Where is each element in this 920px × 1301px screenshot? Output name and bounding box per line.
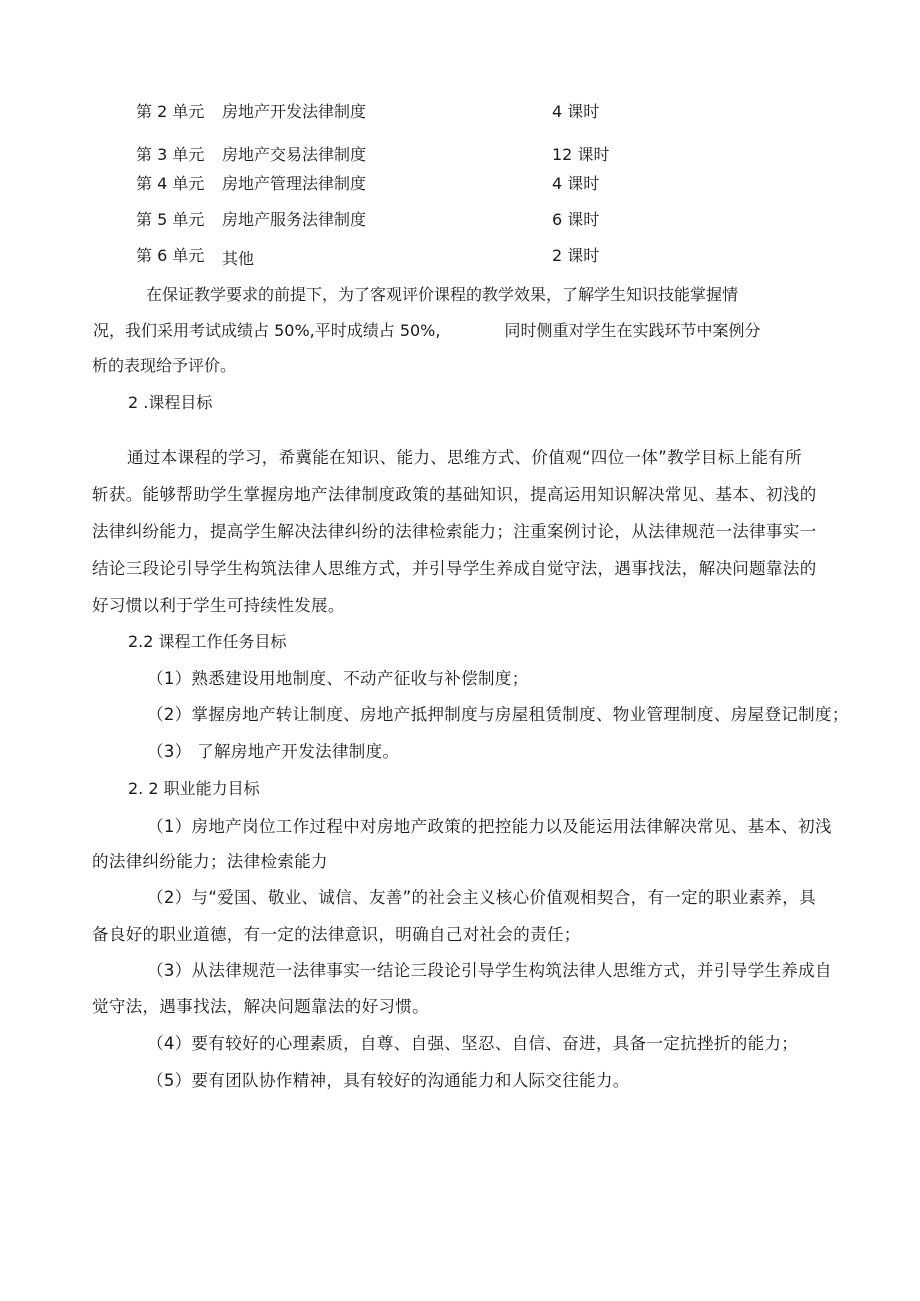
task-goal-item: （2）掌握房地产转让制度、房地产抵押制度与房屋租赁制度、物业管理制度、房屋登记制度； (147, 705, 849, 724)
ability-goal-item-cont: 备良好的职业道德，有一定的法律意识，明确自己对社会的责任； (92, 925, 581, 944)
goals-para-line: 好习惯以利于学生可持续性发展。 (92, 596, 345, 615)
unit-hours: 4 课时 (552, 174, 600, 193)
unit-hours: 4 课时 (552, 102, 600, 121)
ability-goal-item: （4）要有较好的心理素质，自尊、自强、坚忍、自信、奋进，具备一定抗挫折的能力； (147, 1034, 799, 1053)
unit-row (0, 171, 920, 197)
unit-hours: 12 课时 (552, 145, 610, 164)
ability-goal-item-cont: 的法律纠纷能力；法律检索能力 (92, 852, 328, 871)
assessment-line-1: 在保证教学要求的前提下，为了客观评价课程的教学效果，了解学生知识技能掌握情 (146, 285, 739, 304)
assessment-line-2b: 同时侧重对学生在实践环节中案例分 (504, 321, 761, 340)
unit-number: 第 3 单元 (136, 145, 205, 164)
ability-goal-item: （3）从法律规范一法律事实一结论三段论引导学生构筑法律人思维方式，并引导学生养成自 (147, 961, 832, 980)
unit-row (0, 99, 920, 125)
assessment-line-2 (93, 319, 761, 343)
unit-title: 房地产管理法律制度 (222, 174, 367, 193)
assessment-line-3: 析的表现给予评价。 (92, 356, 237, 375)
unit-title: 房地产服务法律制度 (222, 210, 367, 229)
unit-row (0, 243, 920, 269)
unit-title: 房地产开发法律制度 (222, 102, 367, 121)
ability-goal-item: （1）房地产岗位工作过程中对房地产政策的把控能力以及能运用法律解决常见、基本、初浅 (147, 817, 832, 836)
unit-number: 第 4 单元 (136, 174, 205, 193)
goals-para-line: 斩获。能够帮助学生掌握房地产法律制度政策的基础知识，提高运用知识解决常见、基本、初浅的 (92, 485, 817, 504)
section-heading-course-goals: 2 .课程目标 (128, 393, 213, 412)
task-goal-item: （3） 了解房地产开发法律制度。 (147, 742, 400, 761)
unit-number: 第 6 单元 (136, 246, 205, 265)
ability-goal-item: （2）与“爱国、敬业、诚信、友善”的社会主义核心价值观相契合，有一定的职业素养，具 (147, 888, 816, 907)
unit-number: 第 5 单元 (136, 210, 205, 229)
ability-goal-item: （5）要有团队协作精神，具有较好的沟通能力和人际交往能力。 (147, 1071, 630, 1090)
unit-hours: 6 课时 (552, 210, 600, 229)
task-goal-item: （1）熟悉建设用地制度、不动产征收与补偿制度； (147, 669, 529, 688)
goals-para-line: 通过本课程的学习，希冀能在知识、能力、思维方式、价值观“四位一体”教学目标上能有所 (127, 448, 802, 467)
section-heading-task-goals: 2.2 课程工作任务目标 (128, 632, 287, 651)
ability-goal-item-cont: 觉守法，遇事找法，解决问题靠法的好习惯。 (92, 997, 429, 1016)
unit-title: 其他 (222, 249, 255, 268)
goals-para-line: 结论三段论引导学生构筑法律人思维方式，并引导学生养成自觉守法，遇事找法，解决问题靠法的 (92, 559, 817, 578)
unit-row (0, 207, 920, 233)
assessment-line-2a: 况，我们采用考试成绩占 50%,平时成绩占 50%, (93, 321, 441, 340)
goals-para-line: 法律纠纷能力，提高学生解决法律纠纷的法律检索能力；注重案例讨论，从法律规范一法律事实一 (92, 522, 817, 541)
unit-title: 房地产交易法律制度 (222, 145, 367, 164)
section-heading-ability-goals: 2. 2 职业能力目标 (128, 779, 260, 798)
unit-row (0, 142, 920, 168)
unit-number: 第 2 单元 (136, 102, 205, 121)
unit-hours: 2 课时 (552, 246, 600, 265)
